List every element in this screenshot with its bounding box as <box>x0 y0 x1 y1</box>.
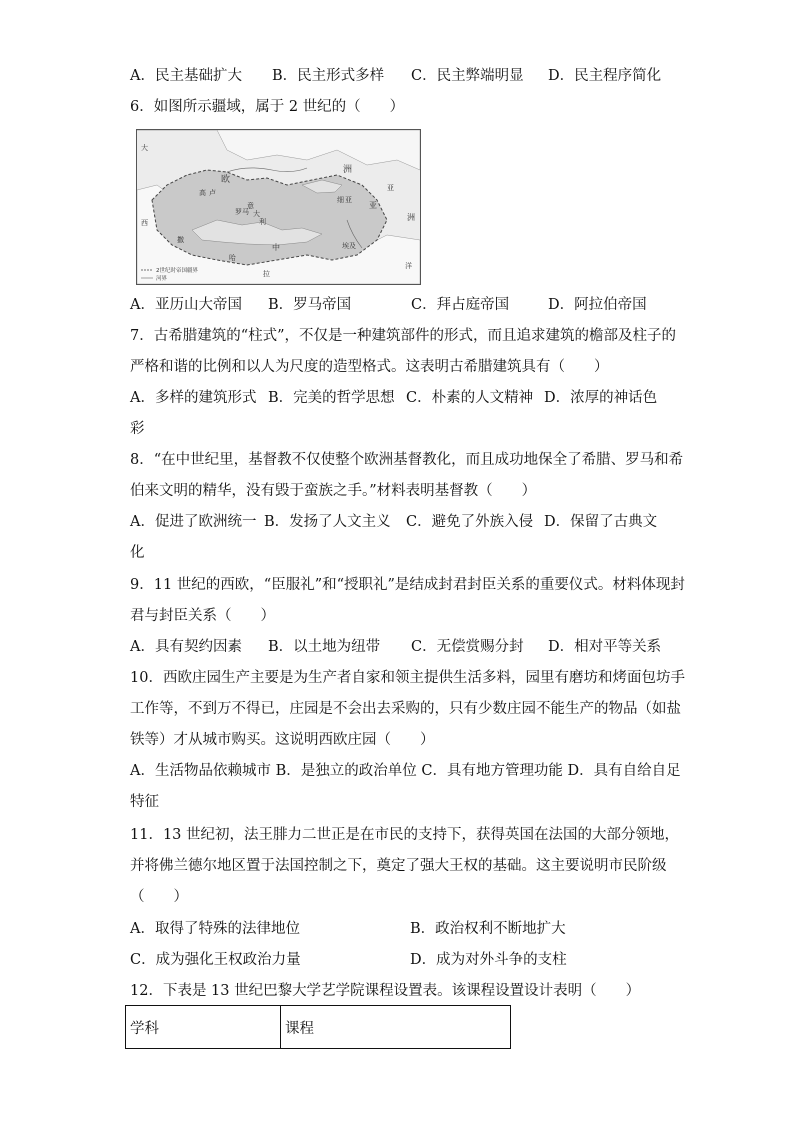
q6-stem: 6．如图所示疆域，属于 2 世纪的（ ） <box>130 99 405 115</box>
map-label: 哈 <box>229 254 236 262</box>
map-label: 亚 <box>387 184 394 192</box>
q11-option-a: A．取得了特殊的法律地位 <box>130 921 300 937</box>
q11-stem-line3: （ ） <box>130 889 188 905</box>
q7-option-d: D．浓厚的神话色 <box>544 390 658 406</box>
map-label: 细 <box>337 196 344 204</box>
q7-option-c: C．朴素的人文精神 <box>406 390 534 406</box>
table-header-subject: 学科 <box>126 1006 281 1049</box>
q9-stem-line1: 9．11 世纪的西欧，“臣服礼”和“授职礼”是结成封君封臣关系的重要仪式。材料体现封 <box>130 577 685 593</box>
map-label: 亚 <box>345 196 352 204</box>
map-label: 西 <box>141 219 148 227</box>
q5-option-c: C．民主弊端明显 <box>411 68 524 84</box>
map-label: 拉 <box>263 270 270 278</box>
map-label: 洋 <box>405 262 412 270</box>
curriculum-table <box>125 1005 511 1049</box>
q7-option-d-wrap: 彩 <box>130 421 145 437</box>
q7-stem-line1: 7．古希腊建筑的“柱式”，不仅是一种建筑部件的形式，而且追求建筑的檐部及柱子的 <box>130 328 677 344</box>
q8-option-d-wrap: 化 <box>130 545 145 561</box>
q9-option-a: A．具有契约因素 <box>130 639 242 655</box>
map-label: 欧 <box>221 175 231 185</box>
q10-options: A．生活物品依赖城市 B．是独立的政治单位 C．具有地方管理功能 D．具有自给自足 <box>130 763 681 779</box>
q5-option-a: A．民主基础扩大 <box>130 68 242 84</box>
q8-option-d: D．保留了古典文 <box>544 514 658 530</box>
q6-option-c: C．拜占庭帝国 <box>411 297 510 313</box>
map-label: 埃及 <box>342 242 356 250</box>
q12-stem: 12．下表是 13 世纪巴黎大学艺学院课程设置表。该课程设置设计表明（ ） <box>130 983 641 999</box>
q9-option-d: D．相对平等关系 <box>548 639 662 655</box>
q8-option-a: A．促进了欧洲统一 <box>130 514 257 530</box>
map-label: 洲 <box>407 213 415 222</box>
q11-stem-line1: 11．13 世纪初，法王腓力二世正是在市民的支持下，获得英国在法国的大部分领地， <box>130 827 680 843</box>
legend-river-label: 河界 <box>156 276 168 282</box>
q7-stem-line2: 严格和谐的比例和以人为尺度的造型格式。这表明古希腊建筑具有（ ） <box>130 359 609 375</box>
q6-option-a: A．亚历山大帝国 <box>130 297 242 313</box>
map-label: 高 <box>199 189 206 197</box>
q10-stem-line2: 工作等，不到万不得已，庄园是不会出去采购的，只有少数庄园不能生产的物品（如盐 <box>130 701 681 717</box>
q5-option-b: B．民主形式多样 <box>272 68 385 84</box>
map-label: 亚 <box>369 201 377 210</box>
q6-option-b: B．罗马帝国 <box>268 297 352 313</box>
empire-map <box>136 129 421 285</box>
table-header-course: 课程 <box>281 1006 511 1049</box>
q9-stem-line2: 君与封臣关系（ ） <box>130 608 275 624</box>
map-label: 利 <box>259 218 266 226</box>
map-label: 撒 <box>177 236 184 244</box>
q6-option-d: D．阿拉伯帝国 <box>548 297 647 313</box>
q7-option-b: B．完美的哲学思想 <box>268 390 395 406</box>
map-label: 洲 <box>343 165 353 175</box>
q8-option-b: B．发扬了人文主义 <box>264 514 391 530</box>
legend-border-label: 2世纪时帝国疆界 <box>156 268 198 274</box>
q10-stem-line3: 铁等）才从城市购买。这说明西欧庄园（ ） <box>130 732 435 748</box>
q11-option-b: B．政治权利不断地扩大 <box>410 921 566 937</box>
map-label: 意 <box>247 202 254 210</box>
q9-option-b: B．以土地为纽带 <box>268 639 381 655</box>
map-label: 罗马 <box>235 208 249 216</box>
q9-option-c: C．无偿赏赐分封 <box>411 639 524 655</box>
q8-stem-line2: 伯来文明的精华，没有毁于蛮族之手。”材料表明基督教（ ） <box>130 483 537 499</box>
q8-option-c: C．避免了外族入侵 <box>406 514 534 530</box>
q5-option-d: D．民主程序简化 <box>548 68 662 84</box>
table-header-row <box>126 1006 511 1049</box>
map-label: 大 <box>253 210 260 218</box>
map-label: 大 <box>141 144 148 152</box>
map-label: 卢 <box>209 189 216 197</box>
q11-option-c: C．成为强化王权政治力量 <box>130 952 301 968</box>
map-label: 中 <box>272 243 280 252</box>
q10-stem-line1: 10．西欧庄园生产主要是为生产者自家和领主提供生活多料，园里有磨坊和烤面包坊手 <box>130 670 685 686</box>
q7-option-a: A．多样的建筑形式 <box>130 390 257 406</box>
q8-stem-line1: 8．“在中世纪里，基督教不仅使整个欧洲基督教化，而且成功地保全了希腊、罗马和希 <box>130 452 684 468</box>
q11-option-d: D．成为对外斗争的支柱 <box>410 952 567 968</box>
q10-option-d-wrap: 特征 <box>130 794 159 810</box>
q11-stem-line2: 并将佛兰德尔地区置于法国控制之下，奠定了强大王权的基础。这主要说明市民阶级 <box>130 858 667 874</box>
